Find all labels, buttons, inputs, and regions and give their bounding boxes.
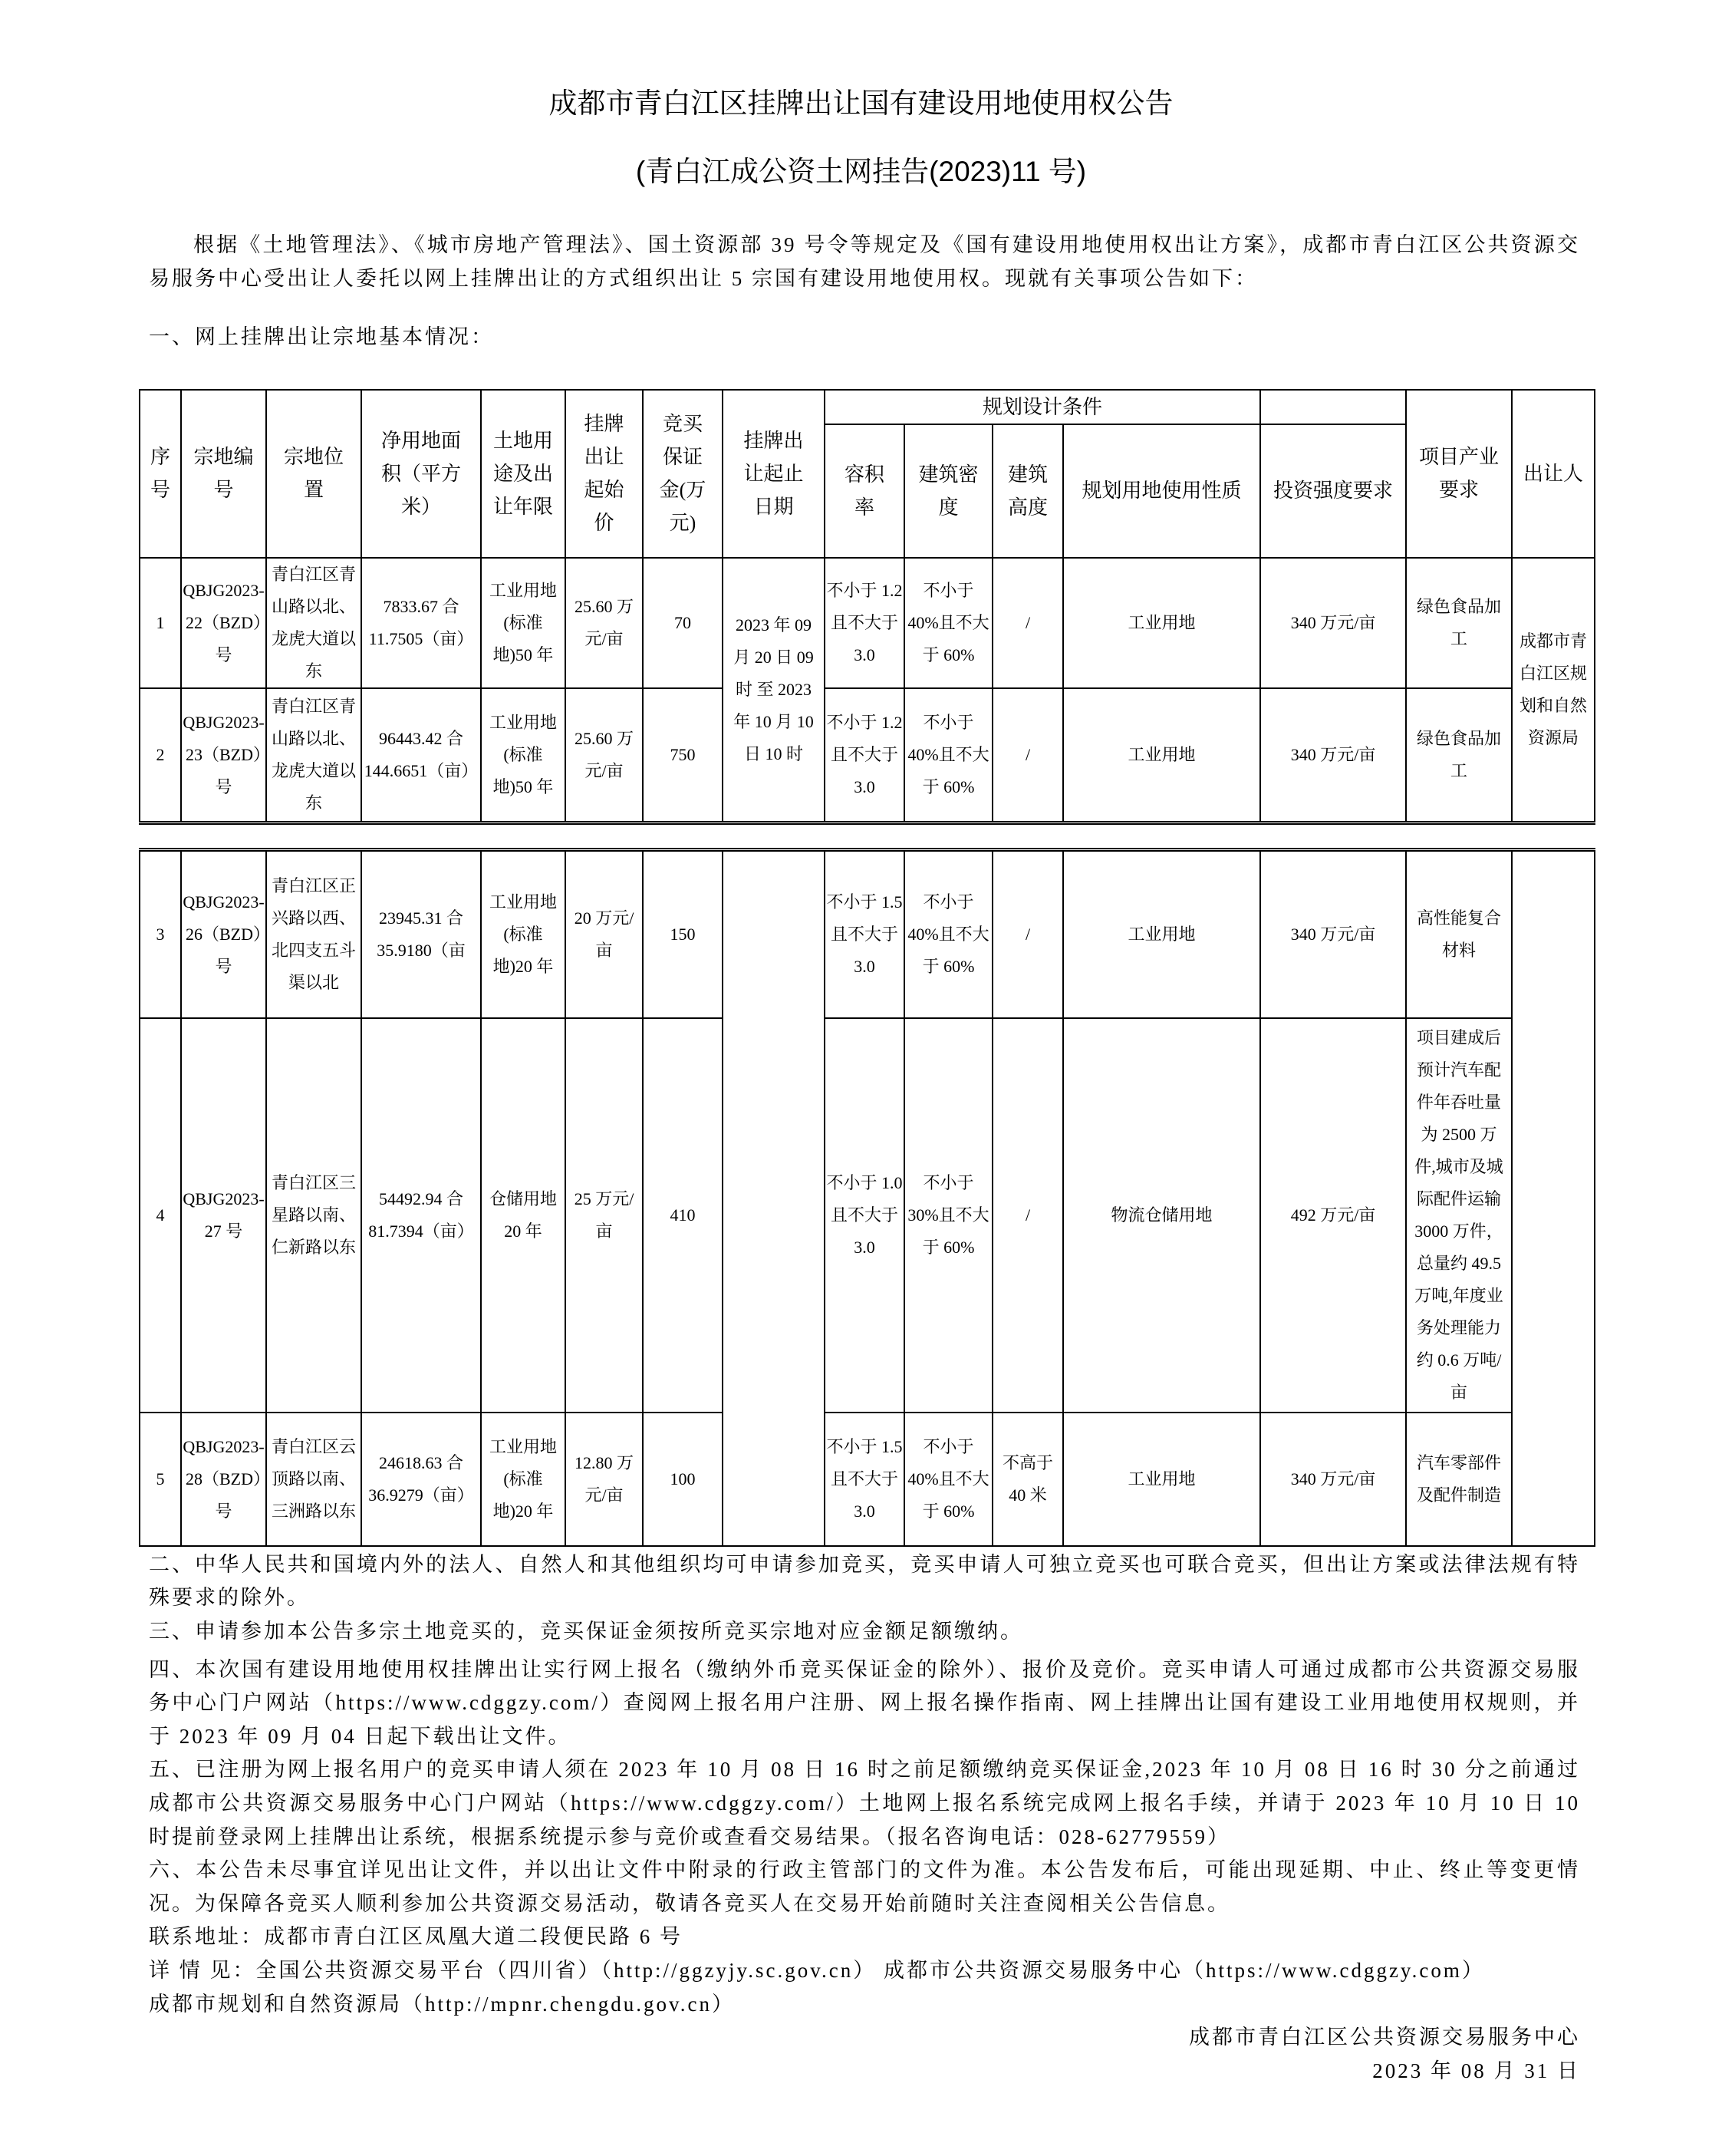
investment-cell: 340 万元/亩	[1260, 1413, 1406, 1546]
height-cell: /	[993, 688, 1063, 823]
start-price-cell: 20 万元/亩	[565, 850, 643, 1018]
height-cell: /	[993, 1018, 1063, 1413]
start-price-cell: 25.60 万元/亩	[565, 688, 643, 823]
far-cell: 不小于 1.2 且不大于 3.0	[825, 688, 904, 823]
area-cell: 23945.31 合 35.9180（亩	[361, 850, 481, 1018]
height-cell: /	[993, 850, 1063, 1018]
grantor-cell: 成都市青白江区规划和自然资源局	[1512, 558, 1595, 823]
deposit-cell: 750	[643, 688, 723, 823]
use-term-cell: 工业用地(标准地)50 年	[481, 688, 565, 823]
planned-use-cell: 工业用地	[1063, 850, 1260, 1018]
industry-cell: 高性能复合材料	[1406, 850, 1512, 1018]
bureau-link: 成都市规划和自然资源局（http://mpnr.chengdu.gov.cn）	[149, 1992, 735, 2016]
table-row	[140, 1018, 1595, 1413]
area-cell: 7833.67 合 11.7505（亩）	[361, 558, 481, 688]
clause-2: 二、中华人民共和国境内外的法人、自然人和其他组织均可申请参加竞买，竞买申请人可独立竞买也可联合竞买，但出让方案或法律法规有特殊要求的除外。	[149, 1552, 1580, 1610]
far-cell: 不小于 1.2 且不大于 3.0	[825, 558, 904, 688]
contact-address: 联系地址：成都市青白江区凤凰大道二段便民路 6 号	[149, 1925, 683, 1949]
location-cell: 青白江区青山路以北、龙虎大道以东	[266, 558, 361, 688]
parcel-no-cell: QBJG2023-23（BZD）号	[181, 688, 266, 823]
header-listing-period: 挂牌出让起止日期	[723, 390, 825, 558]
density-cell: 不小于 40%且不大于 60%	[904, 1413, 993, 1546]
header-use-term: 土地用途及出让年限	[481, 390, 565, 558]
density-cell: 不小于 40%且不大于 60%	[904, 558, 993, 688]
header-location: 宗地位置	[266, 390, 361, 558]
table-header-row	[140, 390, 1595, 424]
header-grantor: 出让人	[1512, 390, 1595, 558]
planned-use-cell: 工业用地	[1063, 688, 1260, 823]
parcel-table-part-2	[139, 848, 1595, 1547]
issuer-signature: 成都市青白江区公共资源交易服务中心	[1189, 2026, 1580, 2049]
parcel-no-cell: QBJG2023-26（BZD）号	[181, 850, 266, 1018]
document-title: 成都市青白江区挂牌出让国有建设用地使用权公告	[548, 87, 1174, 119]
header-planned-use: 规划用地使用性质	[1063, 424, 1260, 558]
header-deposit: 竞买保证金(万元)	[643, 390, 723, 558]
deposit-cell: 100	[643, 1413, 723, 1546]
industry-cell: 绿色食品加工	[1406, 558, 1512, 688]
parcel-no-cell: QBJG2023-27 号	[181, 1018, 266, 1413]
parcel-no-cell: QBJG2023-22（BZD）号	[181, 558, 266, 688]
industry-cell: 项目建成后预计汽车配件年吞吐量为 2500 万件,城市及城际配件运输 3000 万件，总量约 49.5 万吨,年度业务处理能力约 0.6 万吨/亩	[1406, 1018, 1512, 1413]
start-price-cell: 25 万元/亩	[565, 1018, 643, 1413]
use-term-cell: 仓储用地 20 年	[481, 1018, 565, 1413]
table-row	[140, 850, 1595, 1018]
header-height: 建筑高度	[993, 424, 1063, 558]
clause-3: 三、申请参加本公告多宗土地竞买的，竞买保证金须按所竞买宗地对应金额足额缴纳。	[149, 1619, 1023, 1643]
deposit-cell: 410	[643, 1018, 723, 1413]
planned-use-cell: 工业用地	[1063, 558, 1260, 688]
clause-5: 五、已注册为网上报名用户的竞买申请人须在 2023 年 10 月 08 日 16 时之前足额缴纳竞买保证金,2023 年 10 月 08 日 16 时 30 分之前通过成都市公共资源交易服务中心门户网站（https://www.cdggzy.com/）土地网上报名系统完成网上报名手续，并请于 2023 年 10 月 10 日 10 时提前登录网上挂牌出让系统，根据系统提示参与竞价或查看交易结果。（报名咨询电话：028-62779559）	[149, 1758, 1580, 1848]
location-cell: 青白江区三星路以南、仁新路以东	[266, 1018, 361, 1413]
seq-cell: 1	[140, 558, 181, 688]
parcel-no-cell: QBJG2023-28（BZD）号	[181, 1413, 266, 1546]
header-investment-top-blank	[1260, 390, 1406, 424]
investment-cell: 340 万元/亩	[1260, 558, 1406, 688]
area-cell: 24618.63 合 36.9279（亩）	[361, 1413, 481, 1546]
far-cell: 不小于 1.5 且不大于 3.0	[825, 1413, 904, 1546]
investment-cell: 492 万元/亩	[1260, 1018, 1406, 1413]
header-far: 容积率	[825, 424, 904, 558]
height-cell: 不高于 40 米	[993, 1413, 1063, 1546]
header-planning-conditions: 规划设计条件	[825, 390, 1260, 424]
use-term-cell: 工业用地(标准地)50 年	[481, 558, 565, 688]
clause-4: 四、本次国有建设用地使用权挂牌出让实行网上报名（缴纳外币竞买保证金的除外）、报价及竞价。竞买申请人可通过成都市公共资源交易服务中心门户网站（https://www.cdggzy.com/）查阅网上报名用户注册、网上报名操作指南、网上挂牌出让国有建设工业用地使用权规则，并于 2023 年 09 月 04 日起下载出让文件。	[149, 1657, 1580, 1748]
table-row	[140, 688, 1595, 823]
details-links: 详 情 见：全国公共资源交易平台（四川省）（http://ggzyjy.sc.gov.cn） 成都市公共资源交易服务中心（https://www.cdggzy.com）	[149, 1958, 1485, 1982]
start-price-cell: 25.60 万元/亩	[565, 558, 643, 688]
table-row	[140, 1413, 1595, 1546]
investment-cell: 340 万元/亩	[1260, 688, 1406, 823]
header-area: 净用地面积（平方米）	[361, 390, 481, 558]
location-cell: 青白江区青山路以北、龙虎大道以东	[266, 688, 361, 823]
location-cell: 青白江区正兴路以西、北四支五斗渠以北	[266, 850, 361, 1018]
header-industry: 项目产业要求	[1406, 390, 1512, 558]
parcel-table-part-1	[139, 389, 1595, 826]
start-price-cell: 12.80 万元/亩	[565, 1413, 643, 1546]
use-term-cell: 工业用地(标准地)20 年	[481, 850, 565, 1018]
issue-date: 2023 年 08 月 31 日	[1372, 2059, 1580, 2082]
seq-cell: 2	[140, 688, 181, 823]
planned-use-cell: 工业用地	[1063, 1413, 1260, 1546]
header-seq: 序号	[140, 390, 181, 558]
location-cell: 青白江区云顶路以南、三洲路以东	[266, 1413, 361, 1546]
seq-cell: 4	[140, 1018, 181, 1413]
document-number: (青白江成公资土网挂告(2023)11 号)	[635, 156, 1087, 187]
area-cell: 54492.94 合 81.7394（亩）	[361, 1018, 481, 1413]
investment-cell: 340 万元/亩	[1260, 850, 1406, 1018]
planned-use-cell: 物流仓储用地	[1063, 1018, 1260, 1413]
far-cell: 不小于 1.0 且不大于 3.0	[825, 1018, 904, 1413]
density-cell: 不小于 40%且不大于 60%	[904, 688, 993, 823]
announcement-clauses	[0, 1548, 1722, 2088]
area-cell: 96443.42 合 144.6651（亩）	[361, 688, 481, 823]
grantor-cell-blank	[1512, 850, 1595, 1546]
industry-cell: 绿色食品加工	[1406, 688, 1512, 823]
far-cell: 不小于 1.5 且不大于 3.0	[825, 850, 904, 1018]
deposit-cell: 70	[643, 558, 723, 688]
use-term-cell: 工业用地(标准地)20 年	[481, 1413, 565, 1546]
height-cell: /	[993, 558, 1063, 688]
industry-cell: 汽车零部件及配件制造	[1406, 1413, 1512, 1546]
header-start-price: 挂牌出让起始价	[565, 390, 643, 558]
header-density: 建筑密度	[904, 424, 993, 558]
header-investment: 投资强度要求	[1260, 424, 1406, 558]
listing-period-cell-blank	[723, 850, 825, 1546]
seq-cell: 3	[140, 850, 181, 1018]
seq-cell: 5	[140, 1413, 181, 1546]
density-cell: 不小于 40%且不大于 60%	[904, 850, 993, 1018]
table-row	[140, 558, 1595, 688]
deposit-cell: 150	[643, 850, 723, 1018]
clause-6: 六、本公告未尽事宜详见出让文件，并以出让文件中附录的行政主管部门的文件为准。本公告发布后，可能出现延期、中止、终止等变更情况。为保障各竞买人顺利参加公共资源交易活动，敬请各竞买人在交易开始前随时关注查阅相关公告信息。	[149, 1858, 1580, 1915]
density-cell: 不小于 30%且不大于 60%	[904, 1018, 993, 1413]
section-one-heading: 一、网上挂牌出让宗地基本情况：	[149, 325, 494, 349]
header-parcel-no: 宗地编号	[181, 390, 266, 558]
intro-paragraph: 根据《土地管理法》、《城市房地产管理法》、国土资源部 39 号令等规定及《国有建设用地使用权出让方案》，成都市青白江区公共资源交易服务中心受出让人委托以网上挂牌出让的方式组织出让 5 宗国有建设用地使用权。现就有关事项公告如下：	[149, 233, 1580, 290]
listing-period-cell: 2023 年 09 月 20 日 09 时 至 2023 年 10 月 10 日 10 时	[723, 558, 825, 823]
